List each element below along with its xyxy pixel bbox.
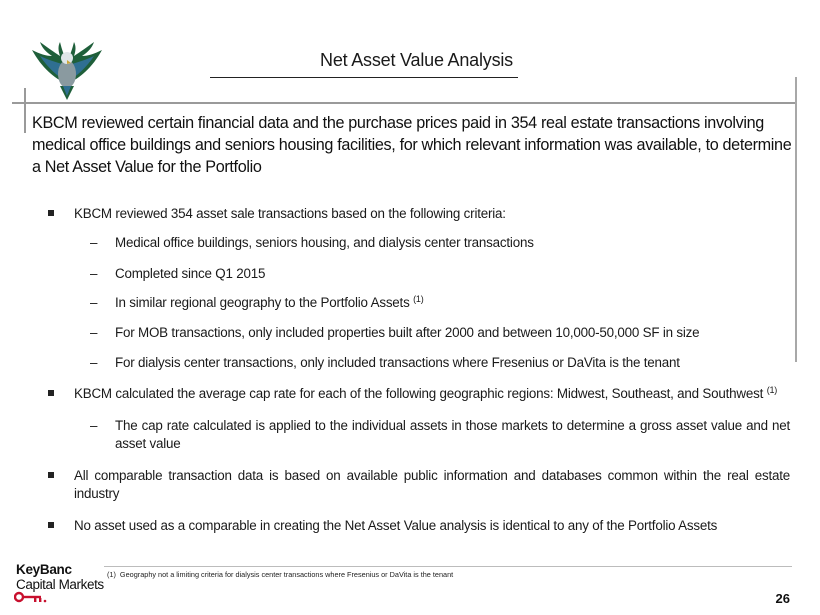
sub-bullet-text: The cap rate calculated is applied to the individual assets in those markets to determine a gross asset value and net asset value bbox=[115, 418, 790, 451]
sub-bullet-item bbox=[90, 234, 790, 252]
title-underline bbox=[210, 77, 518, 78]
brand-logo bbox=[16, 562, 104, 592]
bullet-text: KBCM calculated the average cap rate for each of the following geographic regions: Midwest, Southeast, and Southwest bbox=[74, 386, 764, 401]
dash-marker: – bbox=[90, 295, 98, 310]
dash-marker: – bbox=[90, 418, 98, 433]
square-bullet-icon bbox=[48, 522, 54, 528]
sub-bullet-text: Completed since Q1 2015 bbox=[115, 266, 266, 281]
square-bullet-icon bbox=[48, 472, 54, 478]
bullet-text: No asset used as a comparable in creating the Net Asset Value analysis is identical to any of the Portfolio Assets bbox=[74, 518, 718, 533]
square-bullet-icon bbox=[48, 390, 54, 396]
brand-subtitle: Capital Markets bbox=[16, 577, 104, 592]
footnote bbox=[107, 570, 453, 579]
page-title: Net Asset Value Analysis bbox=[320, 50, 513, 70]
eagle-crest-logo bbox=[24, 38, 110, 102]
footnote-rule bbox=[104, 566, 792, 567]
sub-bullet-item bbox=[90, 417, 790, 453]
square-bullet-icon bbox=[48, 210, 54, 216]
brand-name: KeyBanc bbox=[16, 562, 72, 577]
key-icon bbox=[14, 591, 48, 603]
frame-line-right bbox=[795, 77, 797, 362]
bullet-item bbox=[48, 385, 790, 403]
sub-bullet-item bbox=[90, 354, 790, 372]
sub-bullet-text: For MOB transactions, only included properties built after 2000 and between 10,000-50,000 SF in size bbox=[115, 325, 700, 340]
frame-line-top bbox=[12, 102, 796, 104]
sub-bullet-text: For dialysis center transactions, only included transactions where Fresenius or DaVita is the tenant bbox=[115, 355, 680, 370]
intro-paragraph: KBCM reviewed certain financial data and the purchase prices paid in 354 real estate transactions involving medical office buildings and seniors housing facilities, for which relevant information was available, to determine a Net Asset Value for the Portfolio bbox=[32, 114, 792, 176]
dash-marker: – bbox=[90, 355, 98, 370]
sub-bullet-item bbox=[90, 265, 790, 283]
footnote-ref: (1) bbox=[413, 294, 424, 304]
sub-bullet-text: In similar regional geography to the Portfolio Assets bbox=[115, 295, 410, 310]
dash-marker: – bbox=[90, 266, 98, 281]
sub-bullet-item bbox=[90, 324, 790, 342]
bullet-text: KBCM reviewed 354 asset sale transactions based on the following criteria: bbox=[74, 206, 506, 221]
footnote-number: (1) bbox=[107, 570, 116, 579]
footnote-text: Geography not a limiting criteria for dialysis center transactions where Fresenius or DaVita is the tenant bbox=[119, 570, 454, 579]
sub-bullet-text: Medical office buildings, seniors housing, and dialysis center transactions bbox=[115, 235, 534, 250]
footnote-ref: (1) bbox=[766, 385, 778, 395]
sub-bullet-item bbox=[90, 294, 790, 312]
bullet-text: All comparable transaction data is based on available public information and databases common within the real estate industry bbox=[74, 468, 790, 501]
frame-line-left bbox=[24, 88, 26, 133]
page-number: 26 bbox=[775, 591, 790, 606]
bullet-item bbox=[48, 517, 790, 535]
bullet-item bbox=[48, 467, 790, 503]
dash-marker: – bbox=[90, 235, 98, 250]
dash-marker: – bbox=[90, 325, 98, 340]
bullet-item bbox=[48, 205, 790, 223]
